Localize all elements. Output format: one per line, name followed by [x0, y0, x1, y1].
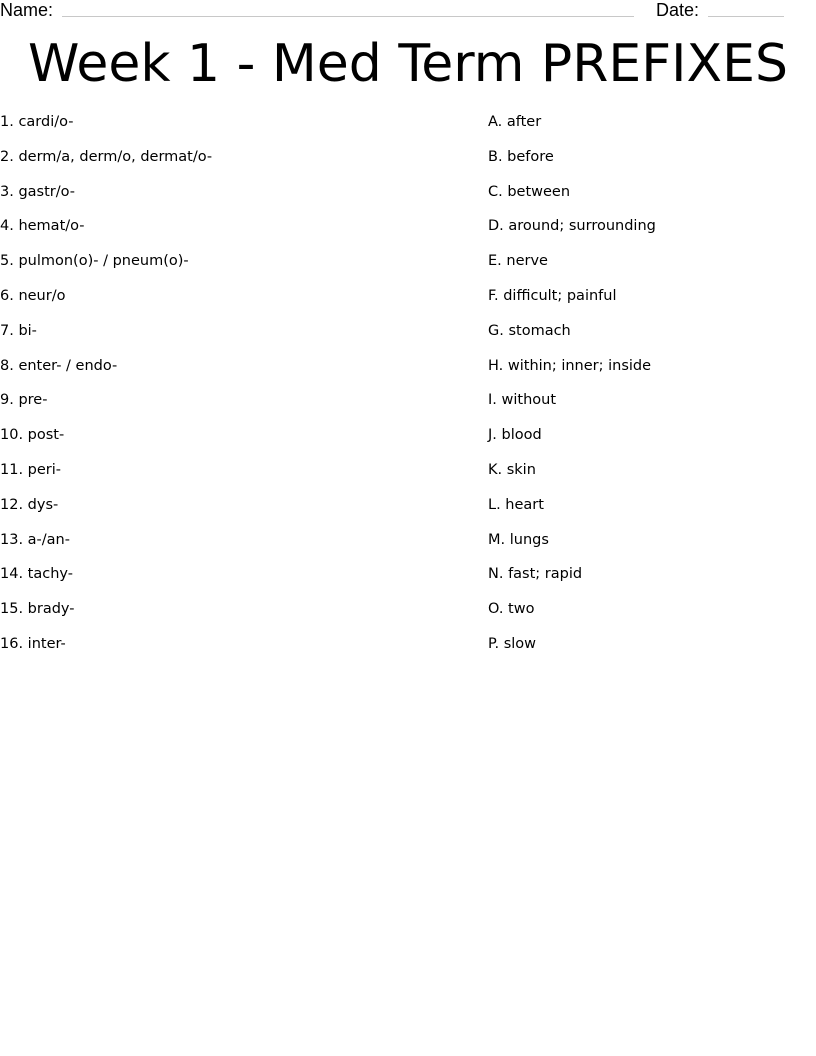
term-item: 16. inter-	[0, 635, 66, 652]
term-item: 1. cardi/o-	[0, 114, 74, 130]
term-item: 10. post-	[0, 427, 65, 444]
term-item: 4. hemat/o-	[0, 218, 85, 235]
term-item: 14. tachy-	[0, 566, 73, 583]
definition-item: C. between	[488, 183, 571, 200]
term-item: 13. a-/an-	[0, 531, 70, 548]
name-label: Name:	[0, 0, 54, 20]
definition-item: H. within; inner; inside	[488, 357, 652, 374]
definition-item: K. skin	[488, 461, 536, 478]
term-item: 8. enter- / endo-	[0, 357, 118, 374]
definition-item: F. difficult; painful	[488, 287, 617, 304]
term-item: 2. derm/a, derm/o, dermat/o-	[0, 148, 213, 165]
term-item: 3. gastr/o-	[0, 183, 75, 200]
definition-item: G. stomach	[488, 322, 571, 339]
definition-item: J. blood	[488, 427, 542, 444]
definition-item: L. heart	[488, 496, 544, 513]
date-label: Date:	[656, 0, 700, 20]
term-item: 6. neur/o	[0, 287, 66, 304]
term-item: 5. pulmon(o)- / pneum(o)-	[0, 253, 189, 270]
term-item: 12. dys-	[0, 496, 59, 513]
definition-item: P. slow	[488, 635, 537, 652]
definition-item: D. around; surrounding	[488, 218, 656, 235]
definition-item: N. fast; rapid	[488, 566, 583, 583]
definition-item: I. without	[488, 392, 557, 409]
term-item: 11. peri-	[0, 461, 62, 478]
definitions-list	[488, 112, 808, 669]
terms-list	[0, 112, 470, 669]
worksheet-header	[0, 0, 816, 24]
definition-item: A. after	[488, 114, 542, 130]
definition-item: B. before	[488, 148, 554, 165]
page-title: Week 1 - Med Term PREFIXES	[28, 34, 788, 94]
definition-item: M. lungs	[488, 531, 549, 548]
definition-item: E. nerve	[488, 253, 548, 270]
definition-item: O. two	[488, 601, 535, 618]
term-item: 9. pre-	[0, 392, 48, 409]
name-blank-line	[62, 16, 634, 17]
date-blank-line	[708, 16, 784, 17]
term-item: 7. bi-	[0, 322, 37, 339]
term-item: 15. brady-	[0, 601, 75, 618]
